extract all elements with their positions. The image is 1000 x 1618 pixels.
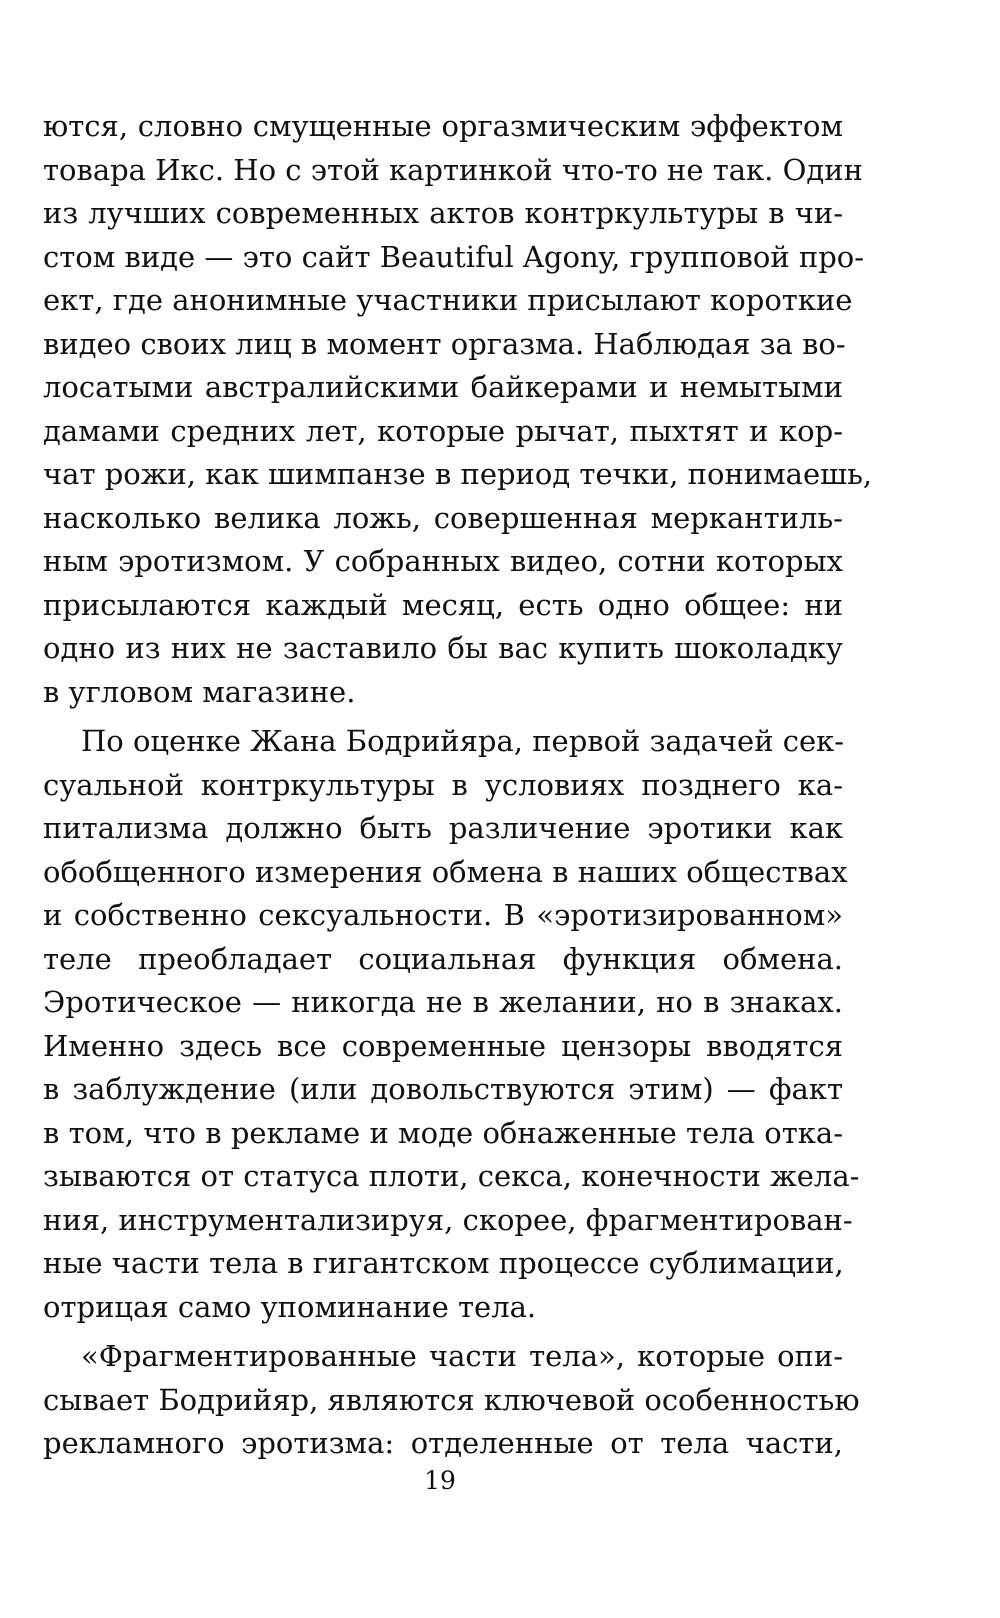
paragraph [43, 720, 860, 1329]
text-line: присылаются каждый месяц, есть одно общее: ни [43, 587, 843, 622]
text-line: ния, инструментализируя, скорее, фрагментирован- [43, 1202, 853, 1237]
text-line: одно из них не заставило бы вас купить шоколадку [43, 631, 843, 665]
page-number: 19 [424, 1466, 456, 1495]
paragraph [43, 1335, 860, 1466]
text-line: отрицая само упоминание тела. [43, 1289, 537, 1324]
text-line: товара Икс. Но с этой картинкой что-то не так. Один [43, 152, 863, 187]
text-line: ект, где анонимные участники присылают короткие [43, 283, 853, 317]
text-line: чат рожи, как шимпанзе в период течки, понимаешь, [43, 457, 873, 491]
text-line: в том, что в рекламе и моде обнаженные тела отка- [43, 1115, 843, 1150]
text-line: суальной контркультуры в условиях позднего ка- [43, 767, 843, 802]
text-line: Эротическое — никогда не в желании, но в знаках. [43, 985, 843, 1019]
text-line: в угловом магазине. [43, 674, 356, 709]
text-line: ные части тела в гигантском процессе сублимации, [43, 1246, 844, 1280]
text-line: стом виде — это сайт Beautiful Agony, групповой про- [43, 239, 865, 274]
text-line: дамами средних лет, которые рычат, пыхтят и кор- [43, 413, 843, 448]
text-line: обобщенного измерения обмена в наших обществах [43, 854, 848, 889]
text-line: «Фрагментированные части тела», которые опи- [81, 1339, 843, 1373]
text-line: видео своих лиц в момент оргазма. Наблюдая за во- [43, 326, 846, 361]
text-line: ются, словно смущенные оргазмическим эффектом [43, 109, 843, 143]
text-line: рекламного эротизма: отделенные от тела части, [43, 1426, 843, 1460]
text-line: насколько велика ложь, совершенная меркантиль- [43, 500, 843, 535]
text-line: Именно здесь все современные цензоры вводятся [43, 1028, 843, 1063]
text-line: теле преобладает социальная функция обмена. [43, 941, 843, 976]
text-line: из лучших современных актов контркультуры в чи- [43, 196, 843, 230]
text-line: зываются от статуса плоти, секса, конечности жела- [43, 1159, 860, 1193]
text-line: ным эротизмом. У собранных видео, сотни которых [43, 544, 843, 578]
text-line: в заблуждение (или довольствуются этим) — факт [43, 1072, 843, 1106]
text-line: и собственно сексуальности. В «эротизированном» [43, 898, 843, 932]
text-line: лосатыми австралийскими байкерами и немытыми [43, 370, 843, 404]
body-text [43, 105, 873, 1466]
text-line: сывает Бодрийяр, являются ключевой особенностью [43, 1382, 860, 1417]
paragraph [43, 105, 873, 714]
text-line: По оценке Жана Бодрийяра, первой задачей сек- [81, 724, 845, 758]
text-line: питализма должно быть различение эротики как [43, 811, 843, 845]
